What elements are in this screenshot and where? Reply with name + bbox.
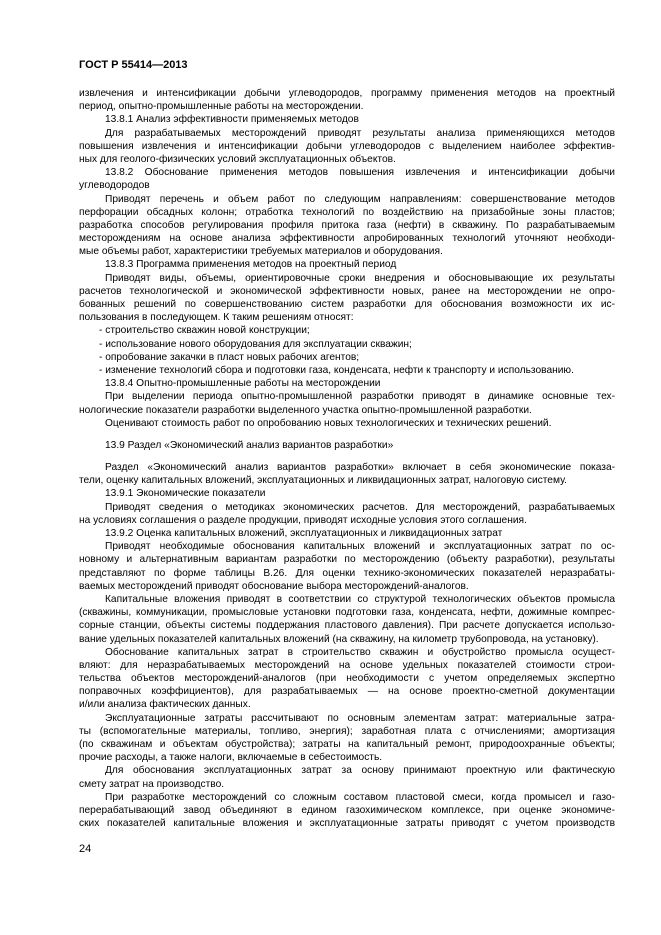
text-line: Обоснование капитальных затрат в строительство скважин и обустройство промысла осущест- bbox=[105, 646, 615, 658]
text-line: месторождениям на основе анализа эффективности апробированных технологий уточняют необходи- bbox=[79, 233, 615, 245]
text-line: Раздел «Экономический анализ вариантов разработки» включает в себя экономические показа- bbox=[105, 462, 615, 474]
text-line: - опробование закачки в пласт новых рабочих агентов; bbox=[99, 351, 360, 363]
text-line: Оценивают стоимость работ по опробованию новых технологических и технических решений. bbox=[105, 417, 552, 429]
text-line: перерабатывающий завод объединяют в едином газохимическом комплексе, при оценке экономиче- bbox=[79, 804, 615, 816]
text-line: углеводородов bbox=[79, 180, 150, 192]
text-line: вание удельных показателей капитальных вложений (на скважину, на километр трубопровода, на установку). bbox=[79, 633, 599, 645]
text-line: Эксплуатационные затраты рассчитывают по основным элементам затрат: материальные затра- bbox=[105, 712, 615, 724]
text-line: При разработке месторождений со сложным составом пластовой смеси, когда промысел и газо- bbox=[105, 791, 615, 803]
text-line: ты (вспомогательные материалы, топливо, энергия); заработная плата с отчислениями; амортизация bbox=[79, 725, 615, 737]
text-line: извлечения и интенсификации добычи углеводородов, программу применения методов на проектный bbox=[79, 88, 615, 99]
text-line: Капитальные вложения приводят в соответствии со структурой технологических объектов промысла bbox=[105, 593, 615, 605]
text-line: 13.9 Раздел «Экономический анализ вариантов разработки» bbox=[105, 439, 394, 451]
text-line: (по скважинам и объектам обустройства); затраты на капитальный ремонт, природоохранные объекты; bbox=[79, 739, 615, 750]
text-line: тели, оценку капитальных вложений, эксплуатационных и ликвидационных затрат, налоговую систему. bbox=[79, 475, 567, 487]
text-line: и/или анализа фактических данных. bbox=[79, 699, 251, 711]
text-line: тельства объектов месторождений-аналогов (при необходимости с учетом определяемых экспертно bbox=[79, 673, 615, 685]
text-line: - использование нового оборудования для эксплуатации скважин; bbox=[99, 338, 412, 350]
document-header: ГОСТ Р 55414—2013 bbox=[79, 59, 188, 71]
text-line: разработка способов регулирования профиля притока газа (нефти) в скважину. По разрабатываемым bbox=[79, 219, 615, 231]
text-line: 13.8.2 Обоснование применения методов повышения извлечения и интенсификации добычи bbox=[105, 167, 615, 179]
text-line: пользования в последующем. К таким решениям относят: bbox=[79, 312, 354, 324]
text-line: Для разрабатываемых месторождений приводят результаты анализа применяющихся методов bbox=[105, 127, 615, 139]
text-line: новному и альтернативным вариантам разработки по месторождению (объекту разработки), результаты bbox=[79, 554, 615, 566]
text-line: на условиях соглашения о разделе продукции, приводят исходные условия этого соглашения. bbox=[79, 514, 527, 526]
text-line: прочие расходы, а также налоги, включаемые в себестоимость. bbox=[79, 752, 383, 764]
text-line: 13.8.3 Программа применения методов на проектный период bbox=[105, 259, 397, 271]
text-line: мые объемы работ, характеристики требуемых материалов и оборудования. bbox=[79, 246, 443, 258]
text-line: 13.9.1 Экономические показатели bbox=[105, 488, 266, 500]
text-line: ваемых месторождений приводят обоснование выбора месторождений-аналогов. bbox=[79, 580, 469, 592]
text-line: вляют: для неразрабатываемых месторождений на основе удельных показателей стоимости строи- bbox=[79, 659, 615, 671]
text-line: Приводят сведения о методиках экономических расчетов. Для месторождений, разрабатываемых bbox=[105, 501, 615, 513]
text-line: (скважины, коммуникации, промысловые установки подготовки газа, конденсата, нефти, дожимные компрес- bbox=[79, 607, 615, 619]
text-line: расчетов технологической и экономической эффективности новых, ранее на месторождении не опро- bbox=[79, 285, 615, 297]
text-line: 13.8.1 Анализ эффективности применяемых методов bbox=[105, 114, 359, 126]
text-line: повышения извлечения и интенсификации добычи углеводородов с выделением наиболее эффектив- bbox=[79, 140, 615, 152]
text-line: Приводят виды, объемы, ориентировочные сроки внедрения и обосновывающие их результаты bbox=[105, 272, 615, 284]
text-line: - изменение технологий сбора и подготовки газа, конденсата, нефти к транспорту и использованию. bbox=[99, 364, 574, 376]
text-line: нологические показатели разработки выделенного участка опытно-промышленной разработки. bbox=[79, 404, 532, 416]
text-line: смету затрат на производство. bbox=[79, 778, 225, 790]
text-line: 13.8.4 Опытно-промышленные работы на месторождении bbox=[105, 378, 381, 390]
text-line: представляют по форме таблицы В.26. Для оценки технико-экономических показателей неразрабаты- bbox=[79, 567, 615, 579]
page-number: 24 bbox=[79, 843, 92, 855]
text-line: Приводят перечень и объем работ по следующим направлениям: совершенствование методов bbox=[105, 193, 615, 205]
text-line: Приводят необходимые обоснования капитальных вложений и эксплуатационных затрат по ос- bbox=[105, 541, 615, 553]
text-line: При выделении периода опытно-промышленной разработки приводят в динамике основные тех- bbox=[105, 391, 615, 403]
text-line: бованных решений по совершенствованию систем разработки для обоснования возможности их ис- bbox=[79, 299, 615, 310]
text-line: перфорации обсадных колонн; отработка технологий по воздействию на призабойные зоны пластов; bbox=[79, 206, 615, 218]
text-line: сорные станции, объекты системы поддержания пластового давления). При расчете допускается использо- bbox=[79, 620, 615, 632]
text-line: ных для геолого-физических условий эксплуатационных объектов. bbox=[79, 153, 396, 165]
text-line: 13.9.2 Оценка капитальных вложений, эксплуатационных и ликвидационных затрат bbox=[105, 528, 503, 539]
text-line: Для обоснования эксплуатационных затрат за основу принимают проектную или фактическую bbox=[105, 765, 615, 777]
text-line: поправочных коэффициентов), для разрабатываемых — на основе проектно-сметной документации bbox=[79, 686, 615, 698]
text-line: - строительство скважин новой конструкции; bbox=[99, 325, 310, 337]
text-line: ских показателей капитальные вложения и эксплуатационные затраты приводят с учетом производств bbox=[79, 818, 615, 830]
text-line: период, опытно-промышленные работы на месторождении. bbox=[79, 101, 364, 113]
document-body bbox=[79, 87, 615, 830]
